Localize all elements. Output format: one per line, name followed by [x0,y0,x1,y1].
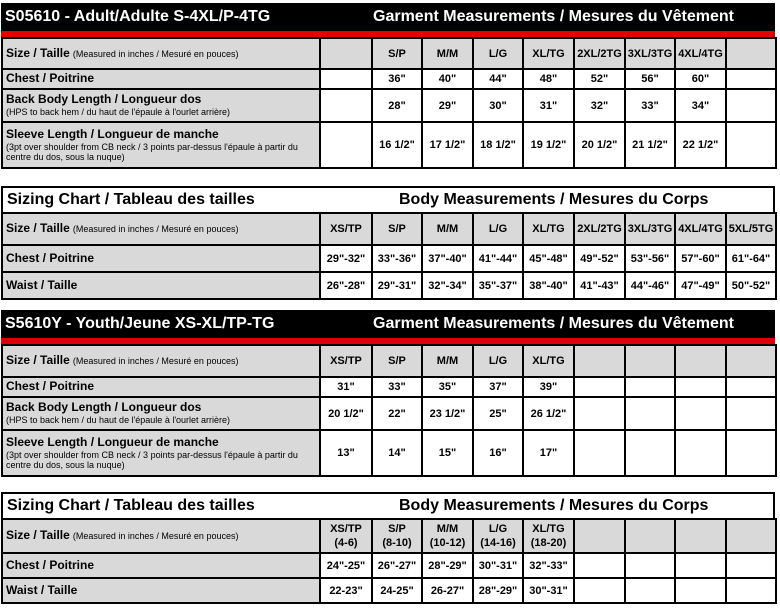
size-header: S/P [372,213,422,245]
size-age-range: (14-16) [480,537,516,549]
table-cell: 49"-52" [574,245,625,272]
size-header: M/M [436,522,459,535]
adult-body-title: Sizing Chart / Tableau des tailles [7,191,255,208]
size-header: XL/TG [523,38,574,69]
row-label: Sleeve Length / Longueur de manche [6,126,219,141]
size-header: L/G [473,345,523,377]
row-label: Chest / Poitrine [6,557,95,572]
youth-body-title: Sizing Chart / Tableau des tailles [7,497,255,514]
table-cell: 15" [422,430,473,476]
table-cell: 29"-32" [320,245,372,272]
size-header: 2XL/2TG [574,213,625,245]
table-cell: 30"-31" [523,578,574,603]
size-header: M/M [422,213,473,245]
size-label: Size / Taille [6,528,70,543]
table-cell: 26 1/2" [523,397,574,430]
table-row [2,122,776,168]
row-sublabel: (HPS to back hem / du haut de l'épaule à l'ourlet arrière) [6,107,231,118]
table-cell: 17" [523,430,574,476]
table-cell: 16 1/2" [372,122,422,168]
table-row [2,69,776,89]
table-cell: 33" [372,377,422,397]
youth-body-panel [1,492,775,604]
row-label: Chest / Poitrine [6,379,95,394]
table-cell: 22 1/2" [675,122,726,168]
table-cell: 20 1/2" [574,122,625,168]
table-row [2,89,776,122]
adult-garment-title: S05610 - Adult/Adulte S-4XL/P-4TG [5,8,271,25]
size-header: XS/TP [320,345,372,377]
table-cell: 36" [372,69,422,89]
size-header: M/M [422,345,473,377]
size-note: (Measured in inches / Mesuré en pouces) [72,48,239,59]
size-label: Size / Taille [6,353,70,368]
adult-body-table [1,212,777,300]
size-label: Size / Taille [6,221,70,236]
table-cell: 22-23" [320,578,372,603]
table-cell: 29" [422,89,473,122]
table-cell: 34" [675,89,726,122]
youth-body-header [1,492,775,518]
size-header: L/G [488,522,508,535]
size-header: XL/TG [523,213,574,245]
table-cell: 32" [574,89,625,122]
table-cell: 26"-27" [372,553,422,578]
adult-body-subtitle: Body Measurements / Mesures du Corps [399,191,709,208]
table-cell: 26"-28" [320,272,372,299]
row-label: Chest / Poitrine [6,250,95,265]
table-row [2,377,776,397]
table-header-row [2,213,776,245]
table-cell: 20 1/2" [320,397,372,430]
table-cell: 13" [320,430,372,476]
table-cell: 33"-36" [372,245,422,272]
youth-body-table [1,518,777,604]
size-header: XL/TG [532,522,565,535]
table-cell: 44" [473,69,523,89]
table-cell: 32"-33" [523,553,574,578]
table-cell: 33" [625,89,675,122]
youth-garment-title: S5610Y - Youth/Jeune XS-XL/TP-TG [5,315,275,332]
table-cell: 52" [574,69,625,89]
row-label: Waist / Taille [6,582,78,597]
adult-garment-subtitle: Garment Measurements / Mesures du Vêtement [373,8,735,25]
table-cell: 24-25" [372,578,422,603]
table-cell: 32"-34" [422,272,473,299]
size-note: (Measured in inches / Mesuré en pouces) [72,531,239,542]
size-header: 5XL/5TG [726,213,776,245]
youth-garment-table [1,344,777,477]
size-header: 2XL/2TG [574,38,625,69]
size-header: 4XL/4TG [675,38,726,69]
adult-garment-table [1,37,777,169]
row-sublabel: (3pt over shoulder from CB neck / 3 points par-dessus l'épaule à partir du centre du dos, sous la nuque) [6,141,298,162]
size-header: XS/TP [330,522,362,535]
table-row [2,430,776,476]
table-cell: 21 1/2" [625,122,675,168]
youth-garment-panel [1,310,775,477]
adult-body-header [1,186,775,212]
table-cell: 29"-31" [372,272,422,299]
row-sublabel: (3pt over shoulder from CB neck / 3 points par-dessus l'épaule à partir du centre du dos, sous la nuque) [6,449,298,470]
size-label: Size / Taille [6,45,70,60]
table-cell: 40" [422,69,473,89]
table-cell: 28"-29" [473,578,523,603]
size-age-range: (8-10) [382,537,412,549]
table-cell: 14" [372,430,422,476]
table-cell: 53"-56" [625,245,675,272]
table-header-row [2,519,776,553]
table-cell: 50"-52" [726,272,776,299]
size-header: 4XL/4TG [675,213,726,245]
table-row [2,397,776,430]
table-cell: 31" [320,377,372,397]
table-cell: 37" [473,377,523,397]
size-header: M/M [422,38,473,69]
size-header: 3XL/3TG [625,38,675,69]
row-label: Sleeve Length / Longueur de manche [6,434,219,449]
row-label: Back Body Length / Longueur dos [6,92,202,107]
table-cell: 45"-48" [523,245,574,272]
table-cell: 18 1/2" [473,122,523,168]
adult-garment-header [1,3,775,37]
table-cell: 24"-25" [320,553,372,578]
size-note: (Measured in inches / Mesuré en pouces) [72,224,239,235]
table-cell: 39" [523,377,574,397]
size-header: L/G [473,213,523,245]
table-cell: 30"-31" [473,553,523,578]
table-cell: 17 1/2" [422,122,473,168]
size-header: L/G [473,38,523,69]
table-cell: 41"-44" [473,245,523,272]
size-header: S/P [372,38,422,69]
table-header-row [2,345,776,377]
table-cell: 31" [523,89,574,122]
table-cell: 60" [675,69,726,89]
table-cell: 56" [625,69,675,89]
table-cell: 16" [473,430,523,476]
table-cell: 26-27" [422,578,473,603]
size-header: XL/TG [523,345,574,377]
size-age-range: (10-12) [429,537,466,549]
table-cell: 38"-40" [523,272,574,299]
youth-garment-subtitle: Garment Measurements / Mesures du Vêtement [373,315,735,332]
size-age-range: (4-6) [334,537,358,549]
table-cell: 47"-49" [675,272,726,299]
size-header: S/P [388,522,406,535]
adult-body-panel [1,186,775,300]
table-cell: 57"-60" [675,245,726,272]
table-cell: 22" [372,397,422,430]
table-row [2,272,776,299]
table-header-row [2,38,776,69]
table-cell: 19 1/2" [523,122,574,168]
table-row [2,553,776,578]
youth-body-subtitle: Body Measurements / Mesures du Corps [399,497,709,514]
table-cell: 28"-29" [422,553,473,578]
size-header: 3XL/3TG [625,213,675,245]
adult-garment-panel [1,3,775,169]
table-cell: 48" [523,69,574,89]
table-cell: 35" [422,377,473,397]
table-cell: 35"-37" [473,272,523,299]
table-cell: 41"-43" [574,272,625,299]
row-label: Back Body Length / Longueur dos [6,400,202,415]
size-age-range: (18-20) [530,537,567,549]
row-sublabel: (HPS to back hem / du haut de l'épaule à l'ourlet arrière) [6,415,231,426]
youth-garment-header [1,310,775,344]
table-cell: 25" [473,397,523,430]
row-label: Chest / Poitrine [6,71,95,86]
table-cell: 61"-64" [726,245,776,272]
table-row [2,578,776,603]
table-cell: 37"-40" [422,245,473,272]
table-cell: 28" [372,89,422,122]
table-cell: 44"-46" [625,272,675,299]
size-header: XS/TP [320,213,372,245]
row-label: Waist / Taille [6,277,78,292]
size-note: (Measured in inches / Mesuré en pouces) [72,356,239,367]
table-row [2,245,776,272]
table-cell: 23 1/2" [422,397,473,430]
size-header: S/P [372,345,422,377]
table-cell: 30" [473,89,523,122]
